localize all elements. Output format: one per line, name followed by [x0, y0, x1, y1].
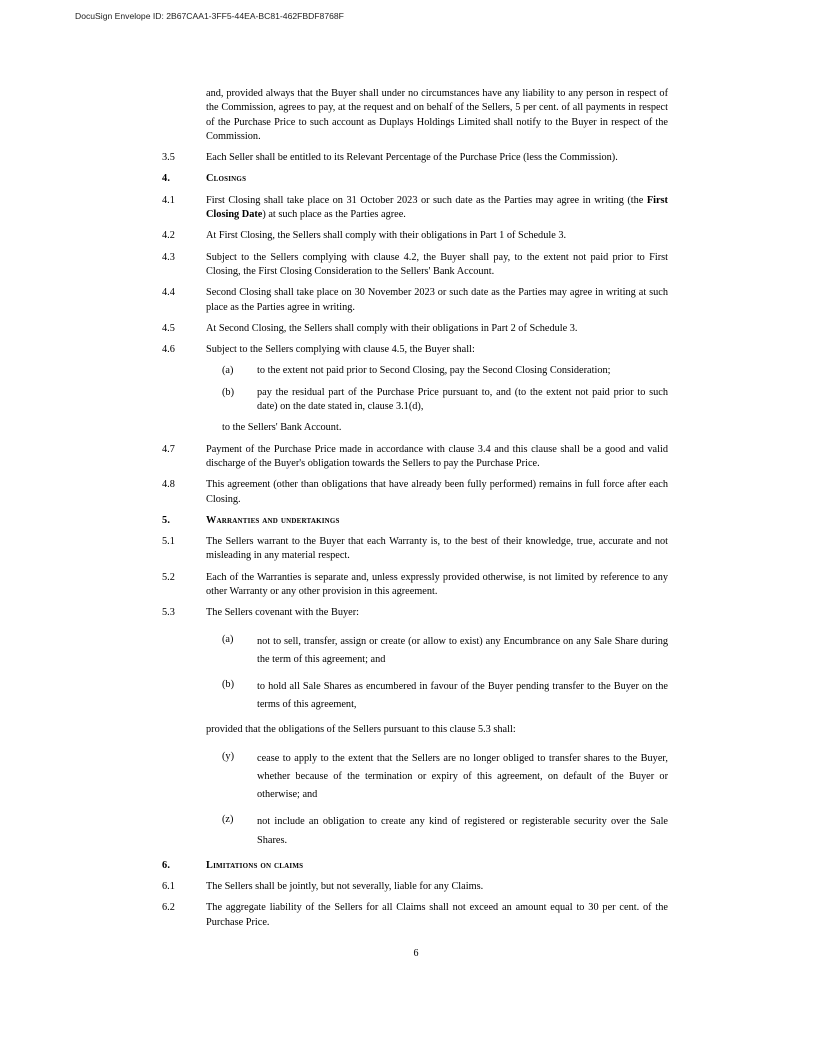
- clause-5-3: [162, 606, 668, 620]
- sub-clause-label: (y): [222, 750, 235, 762]
- clause-4-8: [162, 478, 668, 507]
- clause-text: Payment of the Purchase Price made in accordance with clause 3.4 and this clause shall be a good and valid discharge of the Buyer's obligation towards the Sellers to pay the Purchase Price.: [206, 443, 668, 469]
- clause-number: 5.3: [162, 607, 175, 619]
- section-heading-6: [162, 859, 668, 873]
- clause-text: At Second Closing, the Sellers shall comply with their obligations in Part 2 of Schedule 3.: [206, 322, 578, 334]
- sub-clause-text: to the extent not paid prior to Second Closing, pay the Second Closing Consideration;: [257, 365, 611, 377]
- clause-text: The Sellers shall be jointly, but not severally, liable for any Claims.: [206, 881, 484, 893]
- clause-text: ) at such place as the Parties agree.: [262, 209, 406, 221]
- clause-text: The aggregate liability of the Sellers for all Claims shall not exceed an amount equal to 30 per cent. of the Purchase Price.: [206, 902, 668, 928]
- sub-clause-label: (b): [222, 386, 235, 398]
- clause-number: 3.5: [162, 152, 175, 164]
- sub-clause-label: (a): [222, 365, 234, 377]
- clause-5-1: [162, 535, 668, 564]
- clause-4-5: [162, 322, 668, 336]
- clause-number: 4.8: [162, 479, 175, 491]
- clause-4-7: [162, 443, 668, 472]
- clause-text: The Sellers warrant to the Buyer that each Warranty is, to the best of their knowledge, true, accurate and not misleading in any material respect.: [206, 536, 668, 562]
- section-number: 5.: [162, 514, 171, 526]
- clause-5-3-b: [162, 678, 668, 714]
- clause-4-6-a: [162, 364, 668, 378]
- defined-term: First Closing Date: [206, 194, 668, 221]
- clause-number: 4.4: [162, 287, 175, 299]
- clause-number: 4.7: [162, 443, 175, 455]
- clause-text: The Sellers covenant with the Buyer:: [206, 607, 359, 619]
- clause-text: First Closing shall take place on 31 October 2023 or such date as the Parties may agree in writing (the: [206, 194, 647, 206]
- sub-clause-text: not include an obligation to create any kind of registered or registerable security over the Sale Shares.: [257, 816, 668, 846]
- sub-clause-text: cease to apply to the extent that the Sellers are no longer obliged to transfer shares to the Buyer, whether because of the termination or expiry of this agreement, on default of the Buyer or otherwise; and: [257, 752, 668, 801]
- clause-3-5: [162, 151, 668, 165]
- clause-5-3-y: [162, 750, 668, 805]
- page-number: 6: [413, 948, 419, 959]
- clause-text: Each Seller shall be entitled to its Relevant Percentage of the Purchase Price (less the Commission).: [206, 152, 618, 164]
- clause-text: This agreement (other than obligations that have already been fully performed) remains in full force after each Closing.: [206, 479, 668, 505]
- clause-number: 4.1: [162, 194, 175, 206]
- section-heading-5: [162, 514, 668, 528]
- clause-text: Second Closing shall take place on 30 November 2023 or such date as the Parties may agree in writing at such place as the Parties agree in writing.: [206, 287, 668, 313]
- clause-5-2: [162, 571, 668, 600]
- section-number: 4.: [162, 173, 171, 185]
- clause-number: 5.1: [162, 536, 175, 548]
- intro-paragraph: [162, 87, 668, 144]
- clause-4-1: [162, 194, 668, 223]
- clause-4-6-tail: to the Sellers' Bank Account.: [222, 422, 342, 434]
- clause-number: 4.5: [162, 322, 175, 334]
- clause-4-4: [162, 286, 668, 315]
- clause-5-3-tail: provided that the obligations of the Sellers pursuant to this clause 5.3 shall:: [206, 724, 516, 736]
- clause-6-2: [162, 901, 668, 930]
- clause-4-3: [162, 251, 668, 280]
- clause-4-6: [162, 343, 668, 357]
- clause-text: At First Closing, the Sellers shall comply with their obligations in Part 1 of Schedule 3.: [206, 230, 567, 242]
- sub-clause-label: (z): [222, 814, 234, 826]
- sub-clause-text: not to sell, transfer, assign or create (or allow to exist) any Encumbrance on any Sale Share during the term of this agreement; and: [257, 635, 668, 665]
- clause-4-6-b: [162, 386, 668, 415]
- section-number: 6.: [162, 859, 171, 871]
- sub-clause-label: (a): [222, 633, 234, 645]
- clause-5-3-a: [162, 633, 668, 669]
- section-title: Warranties and undertakings: [206, 514, 340, 526]
- clause-number: 6.2: [162, 902, 175, 914]
- clause-number: 5.2: [162, 571, 175, 583]
- section-title: Limitations on claims: [206, 859, 304, 871]
- section-title: Closings: [206, 173, 247, 185]
- sub-clause-label: (b): [222, 679, 235, 691]
- docusign-envelope-id: DocuSign Envelope ID: 2B67CAA1-3FF5-44EA-BC81-462FBDF8768F: [75, 11, 344, 21]
- intro-text: and, provided always that the Buyer shall under no circumstances have any liability to any person in respect of the Commission, agrees to pay, at the request and on behalf of the Sellers, 5 per cent. of all payments in respect of the Purchase Price to such account as Duplays Holdings Limited shall notify to the Buyer in respect of the Commission.: [206, 88, 668, 142]
- document-body: [162, 87, 668, 937]
- sub-clause-text: pay the residual part of the Purchase Price pursuant to, and (to the extent not paid prior to such date) on the date stated in, clause 3.1(d),: [257, 386, 668, 413]
- clause-number: 6.1: [162, 881, 175, 893]
- clause-5-3-z: [162, 813, 668, 849]
- clause-4-2: [162, 229, 668, 243]
- clause-text: Each of the Warranties is separate and, unless expressly provided otherwise, is not limited by reference to any other Warranty or any other provision in this agreement.: [206, 571, 668, 598]
- clause-number: 4.6: [162, 344, 175, 356]
- sub-clause-text: to hold all Sale Shares as encumbered in favour of the Buyer pending transfer to the Buyer on the terms of this agreement,: [257, 681, 668, 711]
- clause-6-1: [162, 880, 668, 894]
- clause-text: Subject to the Sellers complying with clause 4.5, the Buyer shall:: [206, 344, 475, 356]
- clause-number: 4.3: [162, 251, 175, 263]
- clause-number: 4.2: [162, 230, 175, 242]
- clause-text: Subject to the Sellers complying with clause 4.2, the Buyer shall pay, to the extent not paid prior to First Closing, the First Closing Consideration to the Sellers' Bank Account.: [206, 251, 668, 277]
- section-heading-4: [162, 172, 668, 186]
